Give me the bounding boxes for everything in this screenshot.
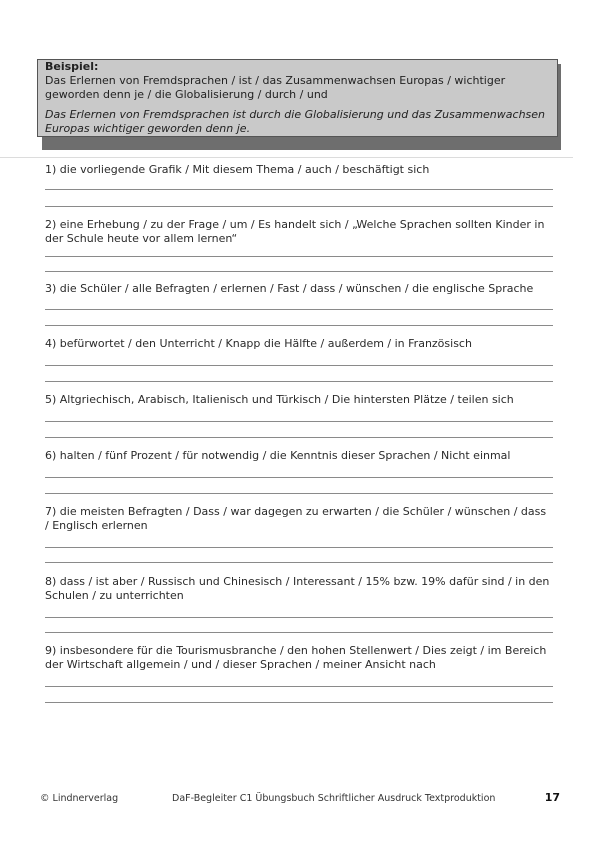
exercise-prompt: 3) die Schüler / alle Befragten / erlernen / Fast / dass / wünschen / die englische Sprache xyxy=(45,282,534,295)
answer-line xyxy=(45,206,553,207)
example-box xyxy=(37,59,558,137)
exercise-prompt: 2) eine Erhebung / zu der Frage / um / Es handelt sich / „Welche Sprachen sollten Kinder in der Schule heute vor allem lernen“ xyxy=(45,218,545,245)
exercise-2 xyxy=(45,218,553,246)
exercise-8 xyxy=(45,575,553,603)
answer-line xyxy=(45,325,553,326)
answer-line xyxy=(45,632,553,633)
exercise-4 xyxy=(45,337,553,351)
answer-line xyxy=(45,437,553,438)
answer-line xyxy=(45,256,553,257)
answer-line xyxy=(45,702,553,703)
exercise-9 xyxy=(45,644,553,672)
example-answer: Das Erlernen von Fremdsprachen ist durch die Globalisierung und das Zusammenwachsen Europas wichtiger geworden denn je. xyxy=(45,108,546,135)
example-words: Das Erlernen von Fremdsprachen / ist / das Zusammenwachsen Europas / wichtiger geworden denn je / die Globalisierung / durch / und xyxy=(45,74,506,101)
answer-line xyxy=(45,381,553,382)
answer-line xyxy=(45,271,553,272)
answer-line xyxy=(45,562,553,563)
answer-line xyxy=(45,309,553,310)
exercise-prompt: 9) insbesondere für die Tourismusbranche / den hohen Stellenwert / Dies zeigt / im Bereich der Wirtschaft allgemein / und / dieser Sprachen / meiner Ansicht nach xyxy=(45,644,547,671)
exercise-prompt: 7) die meisten Befragten / Dass / war dagegen zu erwarten / die Schüler / wünschen / dass / Englisch erlernen xyxy=(45,505,547,532)
footer-publisher: © Lindnerverlag xyxy=(40,793,119,804)
answer-line xyxy=(45,686,553,687)
answer-line xyxy=(45,547,553,548)
exercise-prompt: 4) befürwortet / den Unterricht / Knapp die Hälfte / außerdem / in Französisch xyxy=(45,337,472,350)
exercise-prompt: 6) halten / fünf Prozent / für notwendig / die Kenntnis dieser Sprachen / Nicht einmal xyxy=(45,449,511,462)
answer-line xyxy=(45,189,553,190)
exercise-5 xyxy=(45,393,553,407)
footer-book-title: DaF-Begleiter C1 Übungsbuch Schriftlicher Ausdruck Textproduktion xyxy=(172,793,496,804)
exercise-prompt: 5) Altgriechisch, Arabisch, Italienisch und Türkisch / Die hintersten Plätze / teilen sich xyxy=(45,393,514,406)
page-number: 17 xyxy=(544,791,560,804)
separator-rule xyxy=(0,157,573,158)
example-label: Beispiel: xyxy=(45,60,99,73)
exercise-3 xyxy=(45,282,553,296)
exercise-6 xyxy=(45,449,553,463)
answer-line xyxy=(45,477,553,478)
exercise-7 xyxy=(45,505,553,533)
exercise-prompt: 1) die vorliegende Grafik / Mit diesem Thema / auch / beschäftigt sich xyxy=(45,163,430,176)
exercise-1 xyxy=(45,163,553,177)
answer-line xyxy=(45,421,553,422)
exercise-prompt: 8) dass / ist aber / Russisch und Chinesisch / Interessant / 15% bzw. 19% dafür sind / in den Schulen / zu unterrichten xyxy=(45,575,550,602)
answer-line xyxy=(45,365,553,366)
answer-line xyxy=(45,617,553,618)
answer-line xyxy=(45,493,553,494)
